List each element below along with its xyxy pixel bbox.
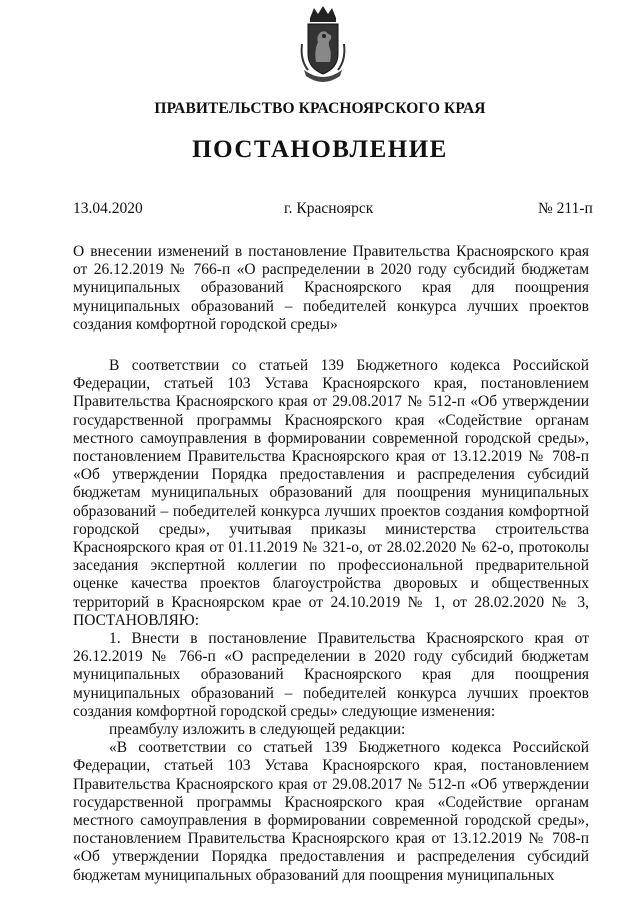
document-body [73, 357, 589, 885]
document-city: г. Красноярск [284, 200, 374, 217]
body-paragraph: В соответствии со статьей 139 Бюджетного кодекса Российской Федерации, статьей 103 Устава Красноярского края, постановлением Правительства Красноярского края от 29.08.2017 № 512-п «Об утверждении государственной программы Красноярского края «Содействие органам местного самоуправления в формировании современной городской среды», постановлением Правительства Красноярского края от 13.12.2019 № 708-п «Об утверждении Порядка предоставления и распределения субсидий бюджетам муниципальных образований для поощрения муниципальных образований – победителей конкурса лучших проектов создания комфортной городской среды», учитывая приказы министерства строительства Красноярского края от 01.11.2019 № 321-о, от 28.02.2020 № 62-о, протоколы заседания экспертной коллегии по профессиональной предварительной оценке качества проектов благоустройства дворовых и общественных территорий в Красноярском крае от 24.10.2019 № 1, от 28.02.2020 № 3, ПОСТАНОВЛЯЮ: [73, 357, 589, 629]
document-date: 13.04.2020 [73, 200, 143, 217]
document-subject: О внесении изменений в постановление Правительства Красноярского края от 26.12.2019 № 766-п «О распределении в 2020 году субсидий бюджетам муниципальных образований Красноярского края для поощрения муниципальных образований – победителей конкурса лучших проектов создания комфортной городской среды» [73, 243, 589, 333]
organization-name: ПРАВИТЕЛЬСТВО КРАСНОЯРСКОГО КРАЯ [154, 100, 486, 117]
body-paragraph: «В соответствии со статьей 139 Бюджетного кодекса Российской Федерации, статьей 103 Устава Красноярского края, постановлением Правительства Красноярского края от 29.08.2017 № 512-п «Об утверждении государственной программы Красноярского края «Содействие органам местного самоуправления в формировании современной городской среды», постановлением Правительства Красноярского края от 13.12.2019 № 708-п «Об утверждении Порядка предоставления и распределения субсидий бюджетам муниципальных образований для поощрения муниципальных [73, 739, 589, 884]
body-paragraph: преамбулу изложить в следующей редакции: [109, 721, 406, 739]
document-type: ПОСТАНОВЛЕНИЕ [192, 136, 448, 163]
body-paragraph: 1. Внести в постановление Правительства Красноярского края от 26.12.2019 № 766-п «О распределении в 2020 году субсидий бюджетам муниципальных образований Красноярского края для поощрения муниципальных образований – победителей конкурса лучших проектов создания комфортной городской среды» следующие изменения: [73, 630, 589, 720]
coat-of-arms-icon [296, 4, 350, 86]
document-number: № 211-п [538, 200, 593, 217]
